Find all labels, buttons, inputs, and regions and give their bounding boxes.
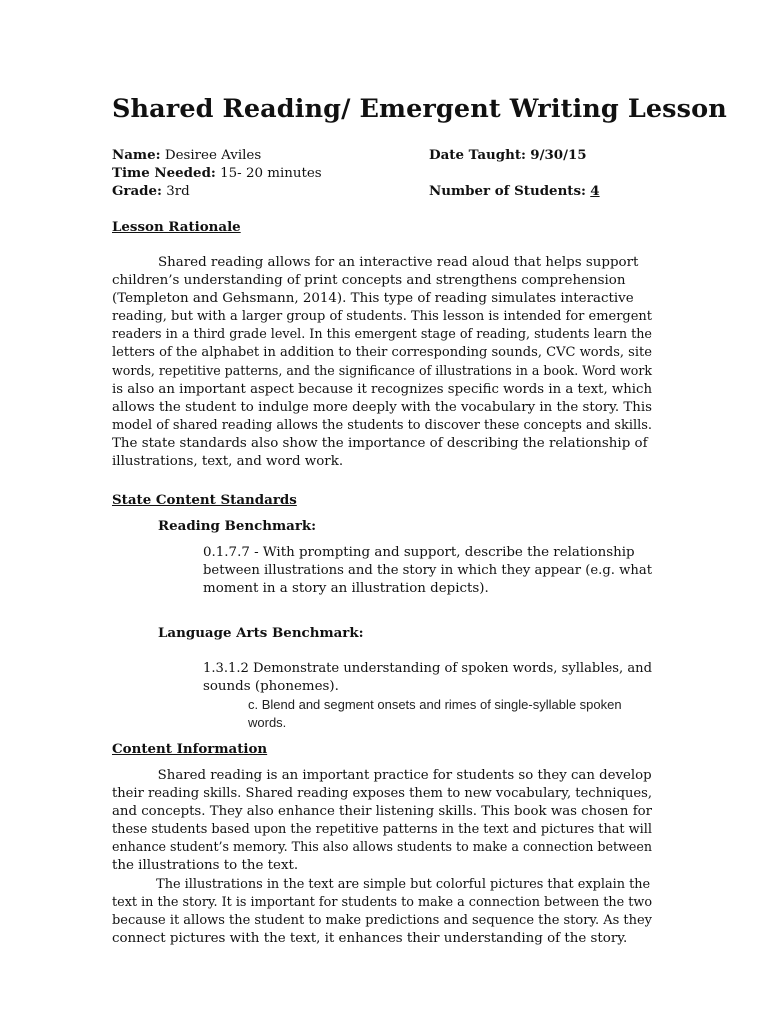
text-line: The illustrations in the text are simple but colorful pictures that explain the (156, 876, 651, 892)
text-line: because it allows the student to make predictions and sequence the story. As they (112, 912, 652, 928)
students-value: 4 (590, 183, 600, 199)
reading-benchmark-text (203, 544, 660, 598)
text-line: Shared reading allows for an interactive read aloud that helps support (158, 255, 639, 270)
text-line: reading, but with a larger group of students. This lesson is intended for emergent (112, 309, 652, 325)
name-label: Name: (112, 147, 161, 163)
text-line: Shared reading is an important practice for students so they can develop (157, 768, 652, 783)
students-label: Number of Students: (429, 183, 586, 199)
standards-heading: State Content Standards (112, 492, 297, 508)
content-paragraph-1 (112, 767, 684, 948)
grade-label: Grade: (112, 183, 162, 199)
time-value: 15- 20 minutes (220, 166, 322, 181)
text-line: 0.1.7.7 - With prompting and support, describe the relationship (203, 545, 635, 560)
rationale-paragraph (112, 254, 686, 471)
reading-benchmark-heading: Reading Benchmark: (158, 518, 317, 534)
language-benchmark-subitem (248, 696, 622, 732)
text-line: connect pictures with the text, it enhances their understanding of the story. (112, 930, 628, 946)
text-line: 1.3.1.2 Demonstrate understanding of spoken words, syllables, and (203, 661, 652, 676)
students-row (429, 183, 600, 199)
name-value: Desiree Aviles (164, 148, 262, 163)
text-line: allows the student to indulge more deeply with the vocabulary in the story. This (112, 399, 652, 415)
text-line: sounds (phonemes). (203, 679, 339, 695)
name-row (112, 147, 261, 163)
language-benchmark-text (203, 660, 662, 696)
date-value: 9/30/15 (530, 147, 587, 163)
text-line: model of shared reading allows the students to discover these concepts and skills. (112, 417, 653, 433)
text-line: (Templeton and Gehsmann, 2014). This type of reading simulates interactive (112, 291, 634, 307)
date-row (429, 147, 587, 163)
rationale-heading: Lesson Rationale (112, 219, 241, 235)
grade-row (112, 183, 190, 199)
text-line: readers in a third grade level. In this emergent stage of reading, students learn the (112, 327, 652, 343)
text-line: text in the story. It is important for students to make a connection between the two (112, 894, 653, 910)
page-title: Shared Reading/ Emergent Writing Lesson (112, 94, 727, 124)
text-line: and concepts. They also enhance their listening skills. This book was chosen for (112, 804, 652, 820)
time-row (112, 165, 322, 181)
text-line: their reading skills. Shared reading exposes them to new vocabulary, techniques, (112, 786, 653, 802)
text-line: these students based upon the repetitive patterns in the text and pictures that will (112, 822, 653, 838)
date-label: Date Taught: (429, 147, 526, 163)
text-line: c. Blend and segment onsets and rimes of single-syllable spoken (248, 697, 622, 712)
text-line: enhance student’s memory. This also allows students to make a connection between (112, 840, 652, 856)
text-line: moment in a story an illustration depicts). (203, 581, 489, 597)
grade-value: 3rd (166, 184, 190, 199)
language-benchmark-heading: Language Arts Benchmark: (158, 625, 364, 641)
text-line: The state standards also show the importance of describing the relationship of (112, 435, 648, 451)
text-line: letters of the alphabet in addition to their corresponding sounds, CVC words, site (112, 345, 652, 361)
text-line: the illustrations to the text. (112, 858, 299, 874)
text-line: between illustrations and the story in which they appear (e.g. what (203, 563, 652, 579)
text-line: words. (248, 715, 287, 731)
text-line: is also an important aspect because it recognizes specific words in a text, which (112, 381, 653, 397)
text-line: children’s understanding of print concepts and strengthens comprehension (112, 273, 626, 289)
content-heading: Content Information (112, 741, 268, 757)
time-label: Time Needed: (112, 165, 216, 181)
text-line: words, repetitive patterns, and the significance of illustrations in a book. Word work (112, 363, 653, 379)
text-line: illustrations, text, and word work. (112, 454, 344, 470)
